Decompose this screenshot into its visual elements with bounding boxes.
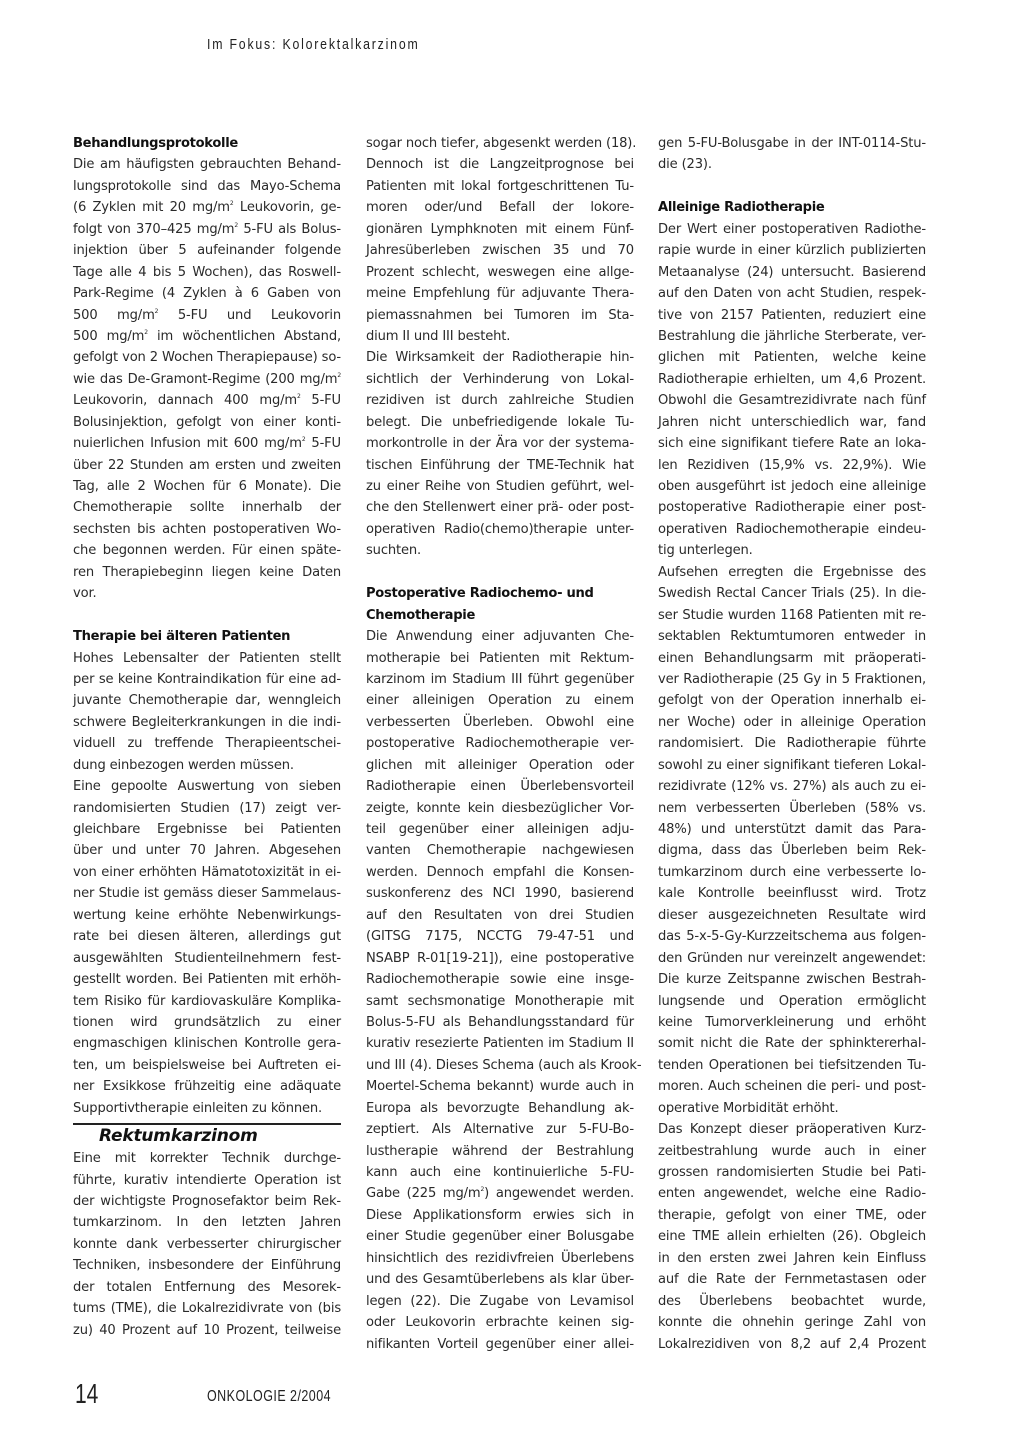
paragraph-gap	[366, 562, 634, 583]
text-line: der wichtigste Prognosefaktor beim Rek-	[73, 1194, 341, 1209]
text-line: Bolus-5-FU als Behandlungsstandard für	[366, 1014, 634, 1030]
text-line: 500 $mg/m^2$ im wöchentlichen Abstand,	[73, 328, 341, 344]
text-line: Bestrahlung die jährliche Sterberate, ver-	[658, 328, 926, 344]
text-line: gionären Lymphknoten mit einem Fünf-	[366, 221, 634, 237]
text-line: che begonnen werden. Für einen späte-	[73, 543, 341, 559]
text-line: samt sechsmonatige Monotherapie mit	[366, 993, 634, 1009]
text-line: sogar noch tiefer, abgesenkt werden (18).	[366, 136, 637, 151]
paragraph	[366, 626, 642, 1355]
text-line: Radiotherapie erhielten, um 4,6 Prozent.	[658, 371, 926, 387]
text-column-2	[366, 133, 642, 1355]
text-line: Tag, alle 2 Wochen für 6 Monate). Die	[73, 479, 341, 494]
text-line: Park-Regime (4 Zyklen à 6 Gaben von	[73, 286, 341, 302]
text-line: auf den Daten von acht Studien, respek-	[658, 286, 926, 302]
text-column-3	[658, 133, 926, 1355]
text-line: Europa als bevorzugte Behandlung ak-	[366, 1100, 634, 1116]
text-line: Radiochemotherapie sowie eine insge-	[366, 972, 634, 988]
text-line: randomisiert. Die Radiotherapie führte	[658, 736, 926, 752]
text-line: Patienten mit lokal fortgeschrittenen Tu-	[366, 178, 634, 194]
text-line: rate bei diesen älteren, allerdings gut	[73, 929, 341, 945]
text-line: Chemotherapie sollte innerhalb der	[73, 500, 341, 516]
paragraph	[73, 776, 341, 1119]
text-line: Die Wirksamkeit der Radiotherapie hin-	[366, 350, 634, 366]
text-line: sowohl zu einer signifikant tieferen Lokal-	[658, 757, 926, 773]
text-line: oder Leukovorin erbrachte keinen sig-	[366, 1315, 634, 1331]
text-line: ner Woche) oder in alleinige Operation	[658, 714, 926, 730]
text-line: morkontrolle in der Ära vor der systema-	[366, 436, 634, 452]
text-line: keine Tumorverkleinerung und erhöht	[658, 1014, 926, 1030]
text-line: ten, um beispielsweise bei Auftreten ei-	[73, 1057, 341, 1073]
subheading: Behandlungsprotokolle	[73, 136, 238, 151]
text-line: tischen Einführung der TME-Technik hat	[366, 457, 634, 473]
text-line: kale Kontrolle beeinflusst wird. Trotz	[658, 886, 926, 902]
text-line: therapie, gefolgt von einer TME, oder	[658, 1207, 926, 1223]
text-line: konnte die ohnehin geringe Zahl von	[658, 1315, 926, 1331]
text-line: dung einbezogen werden müssen.	[73, 757, 294, 773]
text-line: len Rezidiven (15,9% vs. 22,9%). Wie	[658, 457, 926, 473]
text-line: führte, kurativ intendierte Operation ist	[73, 1172, 341, 1188]
text-line: den Gründen nur vereinzelt angewendet:	[658, 950, 926, 966]
text-line: ver Radiotherapie (25 Gy in 5 Fraktionen,	[658, 671, 926, 687]
text-line: Lokalrezidiven von 8,2 auf 2,4 Prozent	[658, 1336, 926, 1352]
text-line: dium II und III besteht.	[366, 328, 511, 344]
text-line: glichen mit alleiniger Operation oder	[366, 757, 634, 773]
text-line: einen Behandlungsarm mit präoperati-	[658, 650, 926, 666]
text-line: kurativ resezierte Patienten im Stadium II	[366, 1036, 634, 1052]
text-line: grossen randomisierten Studie bei Pati-	[658, 1165, 926, 1180]
text-line: tums (TME), die Lokalrezidivrate von (bis	[73, 1301, 341, 1317]
text-line: Aufsehen erregten die Ergebnisse des	[658, 564, 926, 580]
text-line: kann auch eine kontinuierliche 5-FU-	[366, 1165, 634, 1180]
text-line: Obwohl die Gesamtrezidivrate nach fünf	[658, 393, 926, 409]
text-line: lungsende und Operation ermöglicht	[658, 993, 926, 1009]
text-line: Swedish Rectal Cancer Trials (25). In die-	[658, 586, 926, 602]
text-line: von einer erhöhten Hämatotoxizität in ei-	[73, 864, 341, 880]
text-line: viduell zu treffende Therapieentschei-	[73, 736, 341, 752]
text-line: rapie wurde in einer kürzlich publizierten	[658, 243, 926, 259]
text-line: nuierlichen Infusion mit 600 $mg/m^2$ 5-FU	[73, 436, 341, 452]
text-line: gefolgt von 2 Wochen Therapiepause) so-	[73, 350, 341, 366]
text-line: gestellt worden. Bei Patienten mit erhöh-	[73, 972, 341, 988]
text-line: Bolusinjektion, gefolgt von einer konti-	[73, 414, 341, 430]
text-line: 48%) und unterstützt damit das Para-	[658, 822, 926, 837]
text-line: Die am häufigsten gebrauchten Behand-	[73, 157, 341, 173]
text-line: folgt von 370–425 $mg/m^2$ 5-FU als Bolus-	[73, 221, 342, 237]
text-line: meine Empfehlung für adjuvante Thera-	[366, 286, 634, 302]
text-line: zeitbestrahlung wurde auch in einer	[658, 1143, 926, 1159]
text-line: hinsichtlich des rezidivfreien Überlebens	[366, 1250, 634, 1266]
text-line: tionen wird grundsätzlich zu einer	[73, 1014, 341, 1030]
text-line: eine TME allein erhielten (26). Obgleich	[658, 1229, 926, 1245]
journal-issue: ONKOLOGIE 2/2004	[207, 1388, 332, 1405]
subheading: Therapie bei älteren Patienten	[73, 629, 291, 645]
text-line: Eine gepoolte Auswertung von sieben	[73, 779, 341, 795]
text-line: randomisierten Studien (17) zeigt ver-	[73, 800, 341, 816]
text-line: tumkarzinom durch eine verbesserte lo-	[658, 864, 926, 880]
subheading: Postoperative Radiochemo- und	[366, 586, 594, 602]
text-line: die (23).	[658, 157, 712, 173]
text-line: zu einer Reihe von Studien geführt, wel-	[366, 479, 634, 494]
text-line: suchten.	[366, 543, 422, 559]
text-line: auf die Rate der Fernmetastasen oder	[658, 1272, 926, 1288]
text-line: Der Wert einer postoperativen Radiothe-	[658, 221, 926, 237]
text-line: der totalen Entfernung des Mesorek-	[73, 1279, 341, 1295]
text-line: NSABP R-01[19-21]), eine postoperative	[366, 950, 634, 966]
text-line: des Überlebens beobachtet wurde,	[658, 1293, 926, 1309]
subheading: Alleinige Radiotherapie	[658, 200, 825, 216]
text-line: Hohes Lebensalter der Patienten stellt	[73, 650, 341, 666]
text-line: teil gegenüber einer alleinigen adju-	[366, 822, 634, 837]
paragraph	[366, 347, 634, 561]
text-line: sich eine signifikant tiefere Rate an loka-	[658, 436, 926, 452]
text-line: oben ausgeführt ist jedoch eine alleinige	[658, 479, 926, 494]
text-line: 500 $mg/m^2$ 5-FU und Leukovorin	[73, 307, 341, 323]
text-line: schwere Begleiterkrankungen in die indi-	[73, 714, 341, 730]
text-line: Leukovorin, dannach 400 $mg/m^2$ 5-FU	[73, 393, 341, 409]
paragraph	[73, 648, 341, 777]
text-column-1	[73, 133, 341, 1341]
text-line: sektablen Rektumtumoren entweder in	[658, 629, 926, 645]
text-line: lustherapie während der Bestrahlung	[366, 1143, 634, 1159]
text-line: Supportivtherapie einleiten zu können.	[73, 1100, 323, 1116]
text-line: das 5-x-5-Gy-Kurzzeitschema aus folgen-	[658, 929, 926, 945]
text-line: über und unter 70 Jahren. Abgesehen	[73, 843, 341, 859]
text-line: und des Gesamtüberlebens als klar über-	[366, 1272, 634, 1288]
text-line: nem verbesserten Überleben (58% vs.	[658, 800, 926, 816]
text-line: einer Studie gegenüber einer Bolusgabe	[366, 1229, 634, 1245]
text-line: Die kurze Zeitspanne zwischen Bestrah-	[658, 972, 926, 988]
text-line: postoperative Radiotherapie einer post-	[658, 500, 926, 516]
text-line: dieser ausgezeichneten Resultate wird	[658, 907, 926, 923]
text-line: piemassnahmen bei Tumoren im Sta-	[366, 307, 634, 323]
text-line: sechsten bis achten postoperativen Wo-	[73, 521, 341, 537]
text-line: werden. Dennoch empfahl die Konsen-	[366, 864, 634, 880]
text-line: Das Konzept dieser präoperativen Kurz-	[658, 1122, 926, 1138]
text-line: injektion über 5 aufeinander folgende	[73, 243, 341, 259]
text-line: verbesserten Überleben. Obwohl eine	[366, 714, 634, 730]
paragraph	[73, 1148, 341, 1341]
text-line: ausgewählten Studienteilnehmern fest-	[73, 950, 341, 966]
text-line: ser Studie wurden 1168 Patienten mit re-	[658, 607, 926, 623]
text-line: gefolgt von der Operation innerhalb ei-	[658, 693, 926, 709]
paragraph	[658, 1119, 926, 1355]
text-line: engmaschigen klinischen Kontrolle gera-	[73, 1036, 341, 1052]
text-line: Prozent schlecht, weswegen eine allge-	[366, 264, 634, 280]
paragraph	[366, 133, 637, 347]
text-line: juvante Chemotherapie dar, wenngleich	[73, 693, 341, 709]
text-line: sichtlich der Verhinderung von Lokal-	[366, 371, 634, 387]
text-line: über 22 Stunden am ersten und zweiten	[73, 457, 341, 473]
text-line: karzinom im Stadium III führt gegenüber	[366, 671, 634, 687]
text-line: (6 Zyklen mit 20 $mg/m^2$ Leukovorin, ge-	[73, 200, 342, 216]
text-line: gen 5-FU-Bolusgabe in der INT-0114-Stu-	[658, 136, 926, 151]
text-line: in den ersten zwei Jahren kein Einfluss	[658, 1250, 926, 1266]
text-line: tem Risiko für kardiovaskuläre Komplika-	[73, 993, 341, 1009]
section-title: Rektumkarzinom	[99, 1126, 258, 1147]
text-line: nifikanten Vorteil gegenüber einer allei-	[366, 1336, 634, 1352]
paragraph	[658, 219, 926, 562]
text-line: tive von 2157 Patienten, reduziert eine	[658, 307, 926, 323]
text-line: moren oder/und Befall der lokore-	[366, 200, 634, 216]
text-line: Dennoch ist die Langzeitprognose bei	[366, 157, 634, 173]
text-line: Diese Applikationsform erwies sich in	[366, 1207, 634, 1223]
text-line: vor.	[73, 586, 97, 602]
text-line: lungsprotokolle sind das Mayo-Schema	[73, 178, 341, 194]
text-line: ren Therapiebeginn liegen keine Daten	[73, 564, 341, 580]
text-line: rezidivrate (12% vs. 27%) als auch zu ei-	[658, 779, 926, 795]
text-line: zeigte, konnte kein diesbezüglicher Vor-	[366, 800, 634, 816]
text-line: auf den Resultaten von drei Studien	[366, 907, 634, 923]
text-line: wie das De-Gramont-Regime (200 $mg/m^2$	[73, 371, 341, 387]
text-line: tig unterlegen.	[658, 543, 753, 559]
paragraph-gap	[73, 605, 341, 626]
text-line: vanten Chemotherapie nachgewiesen	[366, 843, 634, 859]
text-line: operative Morbidität erhöht.	[658, 1100, 839, 1116]
text-line: tenden Operationen bei tiefsitzenden Tu-	[658, 1057, 926, 1073]
text-line: Jahren nicht unterschiedlich war, fand	[658, 414, 926, 430]
text-line: Gabe (225 $mg/m^2$) angewendet werden.	[366, 1186, 634, 1202]
paragraph	[658, 562, 926, 1119]
text-line: einer alleinigen Operation zu einem	[366, 693, 634, 709]
text-line: zu) 40 Prozent auf 10 Prozent, teilweise	[73, 1322, 341, 1338]
text-line: zeptiert. Als Alternative zur 5-FU-Bo-	[366, 1122, 634, 1138]
text-line: gleichbare Ergebnisse bei Patienten	[73, 822, 341, 837]
text-line: ner Exsikkose frühzeitig eine adäquate	[73, 1079, 341, 1095]
page-number: 14	[75, 1378, 99, 1409]
text-line: Metaanalyse (24) untersucht. Basierend	[658, 264, 926, 280]
text-line: Moertel-Schema bekannt) wurde auch in	[366, 1079, 634, 1095]
text-line: moren. Auch scheinen die peri- und post-	[658, 1079, 926, 1095]
text-line: ner Studie ist gemäss dieser Sammelaus-	[73, 886, 341, 902]
text-line: enten angewendet, welche eine Radio-	[658, 1186, 926, 1202]
paragraph-gap	[658, 176, 926, 197]
text-line: operativen Radiochemotherapie eindeu-	[658, 521, 926, 537]
text-line: Radiotherapie einen Überlebensvorteil	[366, 779, 634, 795]
text-line: somit nicht die Rate der sphinktererhal-	[658, 1036, 926, 1052]
paragraph	[658, 133, 926, 176]
text-line: Techniken, insbesondere der Einführung	[73, 1258, 341, 1274]
text-line: Tage alle 4 bis 5 Wochen), das Roswell-	[73, 264, 341, 280]
subheading: Chemotherapie	[366, 607, 476, 623]
text-line: per se keine Kontraindikation für eine ad-	[73, 671, 341, 687]
text-line: Eine mit korrekter Technik durchge-	[73, 1151, 341, 1167]
text-line: rezidiven ist durch zahlreiche Studien	[366, 393, 634, 409]
text-line: belegt. Die unbefriedigende lokale Tu-	[366, 414, 634, 430]
text-line: motherapie bei Patienten mit Rektum-	[366, 650, 634, 666]
text-line: Die Anwendung einer adjuvanten Che-	[366, 629, 634, 645]
text-line: (GITSG 7175, NCCTG 79-47-51 und	[366, 929, 634, 945]
text-line: tumkarzinom. In den letzten Jahren	[73, 1215, 341, 1231]
text-line: Jahresüberleben zwischen 35 und 70	[366, 243, 634, 259]
text-line: suskonferenz des NCI 1990, basierend	[366, 886, 634, 902]
text-line: operativen Radio(chemo)therapie unter-	[366, 521, 634, 537]
text-line: legen (22). Die Zugabe von Levamisol	[366, 1293, 634, 1309]
text-line: und III (4). Dieses Schema (auch als Krook-	[366, 1057, 642, 1073]
running-header-title: Im Fokus: Kolorektalkarzinom	[207, 36, 420, 53]
text-line: wertung keine erhöhte Nebenwirkungs-	[73, 907, 341, 923]
text-line: glichen mit Patienten, welche keine	[658, 350, 926, 366]
text-line: konnte dank verbesserter chirurgischer	[73, 1236, 341, 1252]
text-line: che den Stellenwert einer prä- oder post-	[366, 500, 634, 516]
text-line: digma, dass das Überleben beim Rek-	[658, 843, 926, 859]
paragraph	[73, 154, 341, 604]
text-line: postoperative Radiochemotherapie ver-	[366, 736, 634, 752]
